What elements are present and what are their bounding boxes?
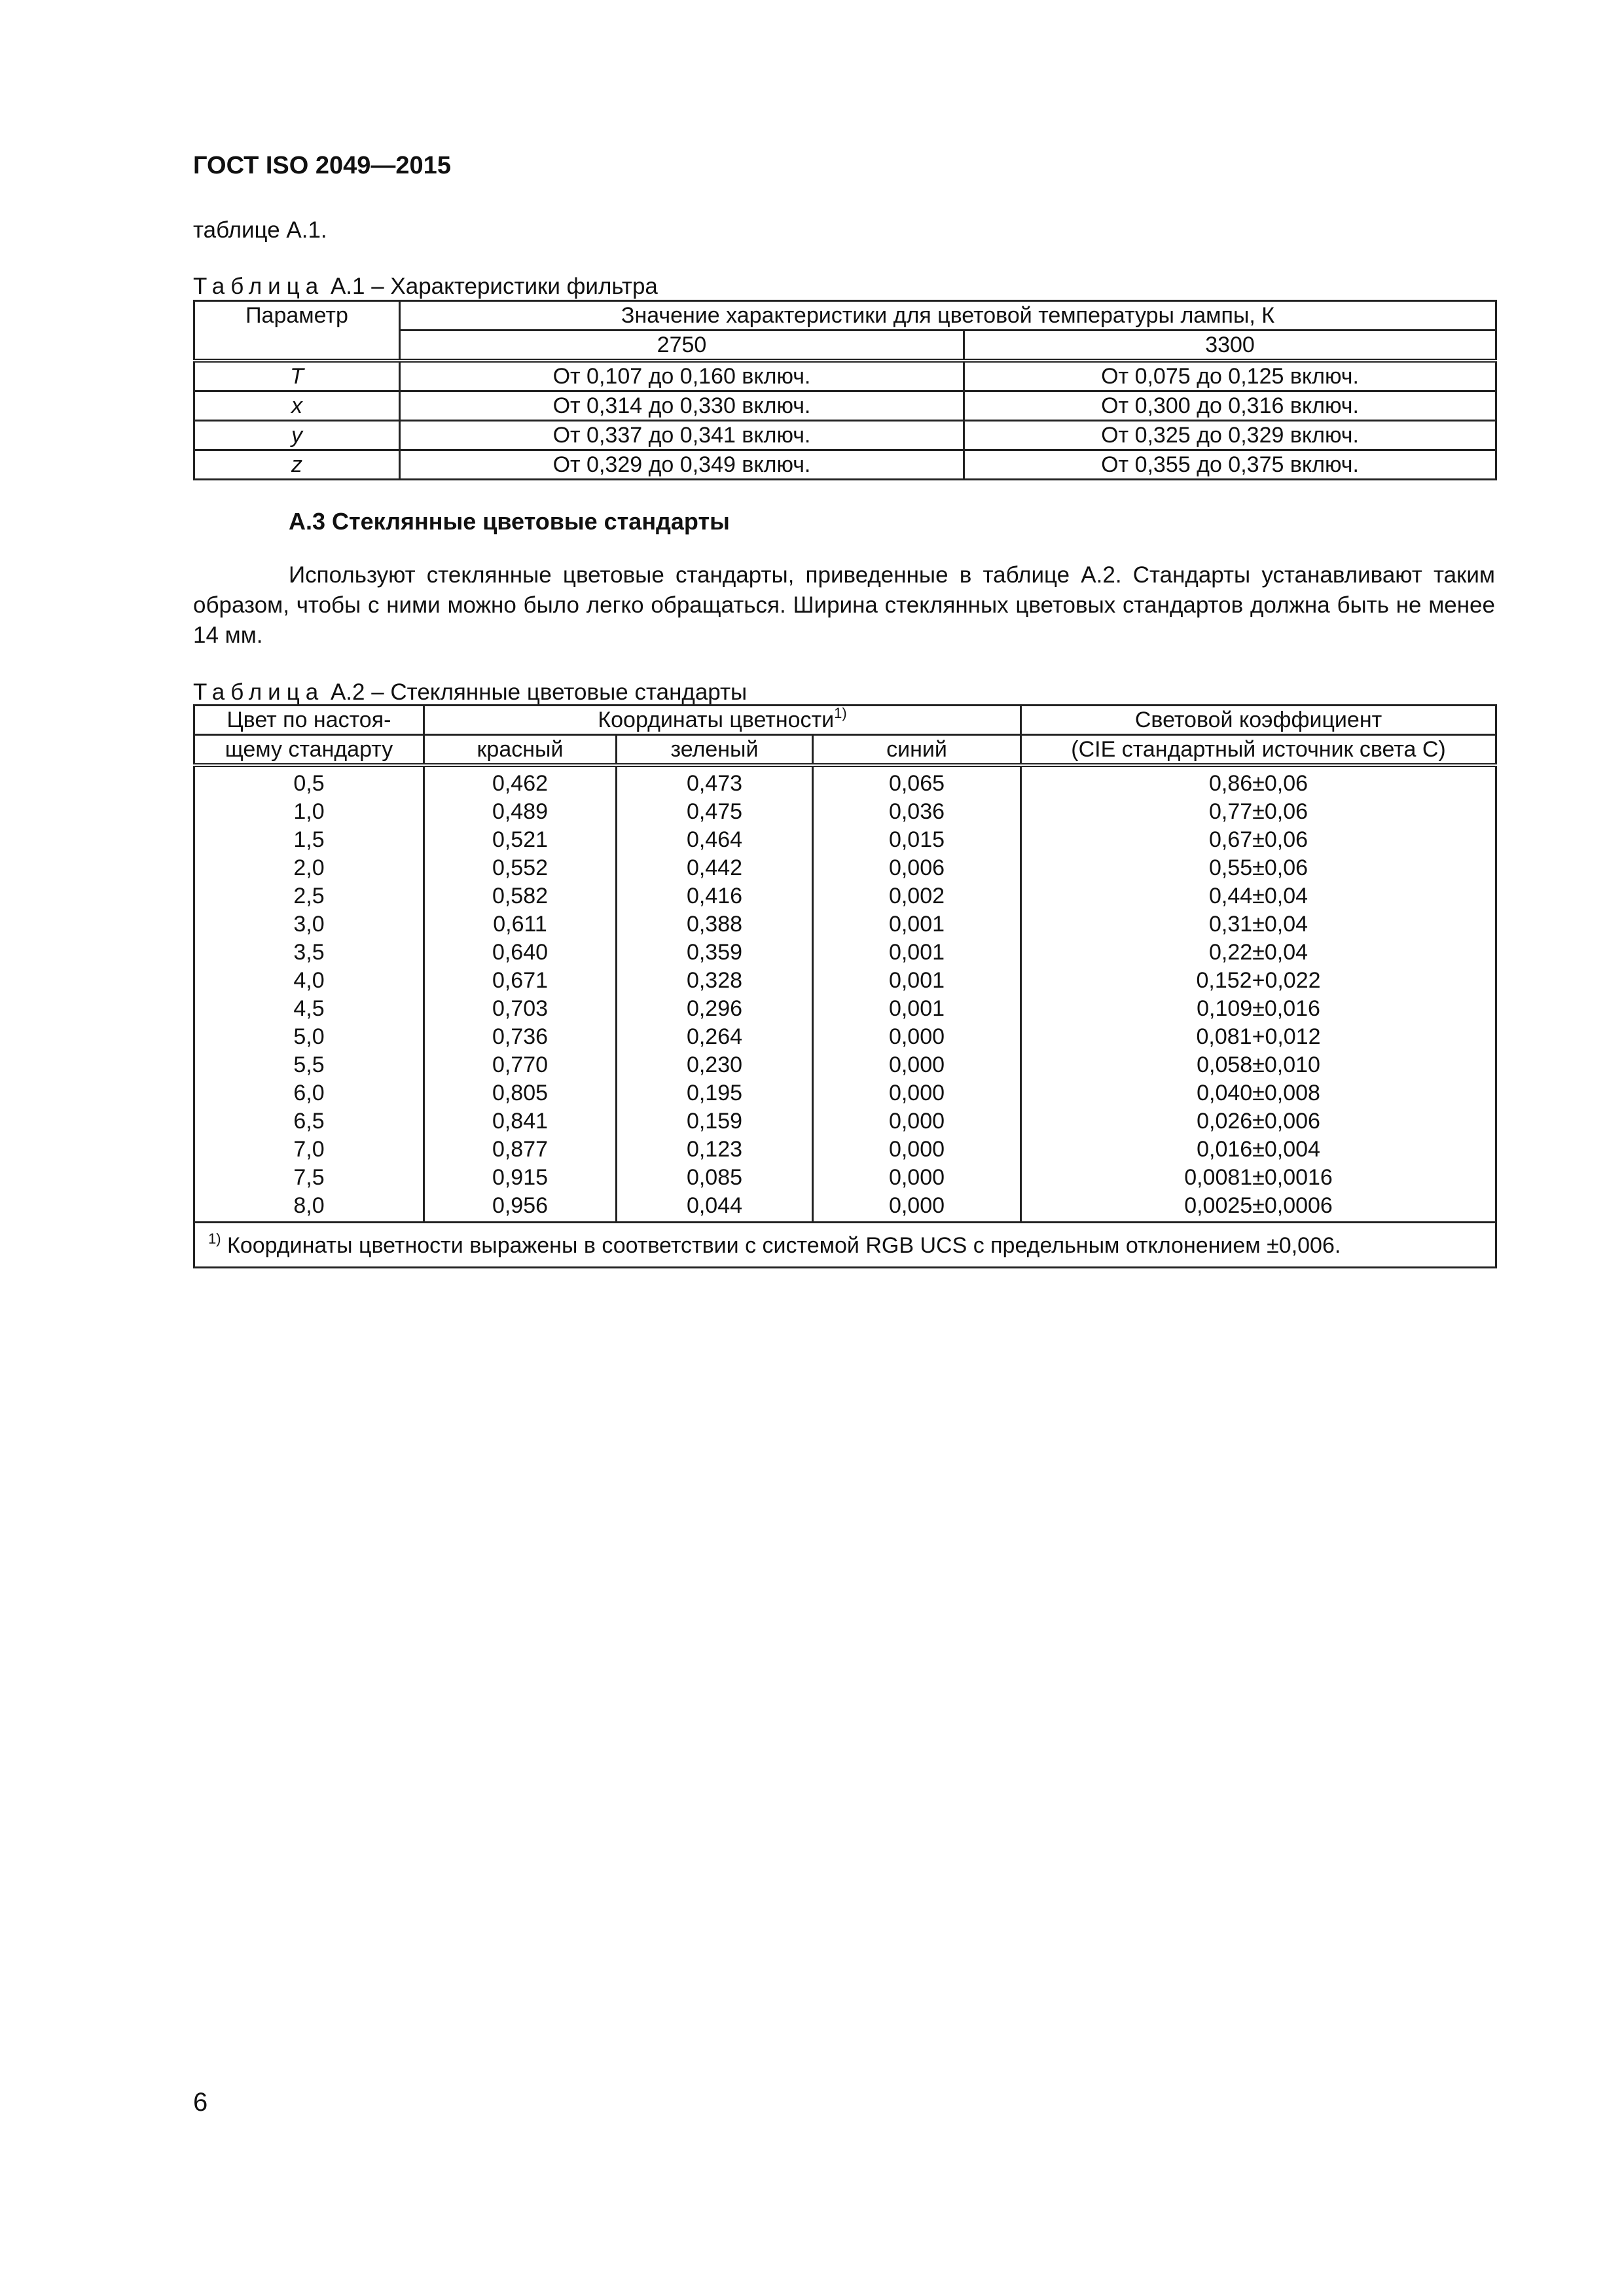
table-row [194, 1079, 1496, 1107]
value-3300-cell: От 0,075 до 0,125 включ. [964, 361, 1496, 391]
table-row [194, 1107, 1496, 1136]
color-cell: 4,0 [194, 967, 424, 995]
table1-caption [193, 274, 658, 300]
green-cell: 0,085 [617, 1164, 813, 1192]
lum-cell: 0,109±0,016 [1021, 995, 1496, 1023]
table-row [194, 910, 1496, 939]
red-cell: 0,640 [424, 939, 617, 967]
green-cell: 0,388 [617, 910, 813, 939]
green-cell: 0,195 [617, 1079, 813, 1107]
footnote-mark: 1) [208, 1230, 221, 1247]
intro-text: таблице А.1. [193, 217, 327, 243]
lum-cell: 0,44±0,04 [1021, 882, 1496, 910]
color-col-header-line1: Цвет по настоя- [194, 706, 424, 735]
red-cell: 0,582 [424, 882, 617, 910]
value-2750-cell: От 0,337 до 0,341 включ. [400, 421, 964, 450]
blue-col-header: синий [813, 735, 1021, 766]
color-cell: 2,5 [194, 882, 424, 910]
green-cell: 0,123 [617, 1136, 813, 1164]
param-cell: z [194, 450, 400, 480]
lum-cell: 0,026±0,006 [1021, 1107, 1496, 1136]
param-cell: y [194, 421, 400, 450]
blue-cell: 0,036 [813, 798, 1021, 826]
blue-cell: 0,000 [813, 1079, 1021, 1107]
lum-col-header-line2: (CIE стандартный источник света C) [1021, 735, 1496, 766]
blue-cell: 0,006 [813, 854, 1021, 882]
red-cell: 0,877 [424, 1136, 617, 1164]
green-cell: 0,442 [617, 854, 813, 882]
red-cell: 0,611 [424, 910, 617, 939]
lum-cell: 0,081+0,012 [1021, 1023, 1496, 1051]
glass-color-standards-table [193, 704, 1497, 1268]
table2-caption-word: Таблица [193, 679, 325, 705]
red-cell: 0,671 [424, 967, 617, 995]
table-row [194, 939, 1496, 967]
param-cell: x [194, 391, 400, 421]
red-cell: 0,462 [424, 765, 617, 798]
color-cell: 5,0 [194, 1023, 424, 1051]
lum-cell: 0,0081±0,0016 [1021, 1164, 1496, 1192]
lum-cell: 0,0025±0,0006 [1021, 1192, 1496, 1223]
color-cell: 1,0 [194, 798, 424, 826]
lum-cell: 0,22±0,04 [1021, 939, 1496, 967]
color-cell: 7,0 [194, 1136, 424, 1164]
table-row [194, 1023, 1496, 1051]
table-row [194, 798, 1496, 826]
red-cell: 0,805 [424, 1079, 617, 1107]
value-2750-cell: От 0,314 до 0,330 включ. [400, 391, 964, 421]
footnote-text: Координаты цветности выражены в соответствии с системой RGB UCS с предельным отклонением ±0,006. [221, 1233, 1341, 1258]
green-cell: 0,475 [617, 798, 813, 826]
lum-cell: 0,040±0,008 [1021, 1079, 1496, 1107]
table1-caption-text: А.1 – Характеристики фильтра [324, 274, 658, 299]
color-cell: 3,0 [194, 910, 424, 939]
lum-cell: 0,152+0,022 [1021, 967, 1496, 995]
color-cell: 1,5 [194, 826, 424, 854]
color-cell: 5,5 [194, 1051, 424, 1079]
lum-cell: 0,67±0,06 [1021, 826, 1496, 854]
section-paragraph: Используют стеклянные цветовые стандарты, приведенные в таблице А.2. Стандарты устанавливают таким образом, чтобы с ними можно было легко обращаться. Ширина стеклянных цветовых стандартов должна быть не менее 14 мм. [193, 562, 1495, 648]
color-cell: 2,0 [194, 854, 424, 882]
table-row [194, 1192, 1496, 1223]
filter-characteristics-table [193, 300, 1497, 480]
red-cell: 0,915 [424, 1164, 617, 1192]
lum-cell: 0,55±0,06 [1021, 854, 1496, 882]
red-col-header: красный [424, 735, 617, 766]
coords-footnote-mark: 1) [834, 705, 847, 721]
value-2750-cell: От 0,329 до 0,349 включ. [400, 450, 964, 480]
section-title: А.3 Стеклянные цветовые стандарты [289, 508, 730, 535]
blue-cell: 0,000 [813, 1023, 1021, 1051]
color-col-header-line2: щему стандарту [194, 735, 424, 766]
lum-cell: 0,31±0,04 [1021, 910, 1496, 939]
value-3300-cell: От 0,325 до 0,329 включ. [964, 421, 1496, 450]
lum-cell: 0,86±0,06 [1021, 765, 1496, 798]
green-cell: 0,230 [617, 1051, 813, 1079]
table-row [194, 1051, 1496, 1079]
red-cell: 0,489 [424, 798, 617, 826]
green-cell: 0,264 [617, 1023, 813, 1051]
value-3300-cell: От 0,300 до 0,316 включ. [964, 391, 1496, 421]
color-cell: 3,5 [194, 939, 424, 967]
color-cell: 8,0 [194, 1192, 424, 1223]
blue-cell: 0,000 [813, 1051, 1021, 1079]
green-cell: 0,044 [617, 1192, 813, 1223]
table-row [194, 361, 1496, 391]
param-header: Параметр [194, 301, 400, 361]
blue-cell: 0,000 [813, 1136, 1021, 1164]
param-cell: T [194, 361, 400, 391]
table-row [194, 995, 1496, 1023]
value-2750-cell: От 0,107 до 0,160 включ. [400, 361, 964, 391]
red-cell: 0,552 [424, 854, 617, 882]
color-cell: 7,5 [194, 1164, 424, 1192]
coords-header-text: Координаты цветности [598, 708, 835, 732]
color-cell: 4,5 [194, 995, 424, 1023]
table1-caption-word: Таблица [193, 274, 325, 299]
color-cell: 6,0 [194, 1079, 424, 1107]
green-cell: 0,473 [617, 765, 813, 798]
blue-cell: 0,001 [813, 995, 1021, 1023]
table-row [194, 421, 1496, 450]
lum-cell: 0,058±0,010 [1021, 1051, 1496, 1079]
page-number: 6 [193, 2088, 208, 2117]
table2-caption-text: А.2 – Стеклянные цветовые стандарты [324, 679, 748, 705]
table2-caption [193, 679, 747, 706]
lum-cell: 0,016±0,004 [1021, 1136, 1496, 1164]
green-cell: 0,416 [617, 882, 813, 910]
red-cell: 0,956 [424, 1192, 617, 1223]
green-col-header: зеленый [617, 735, 813, 766]
table-row [194, 391, 1496, 421]
value-3300-cell: От 0,355 до 0,375 включ. [964, 450, 1496, 480]
green-cell: 0,464 [617, 826, 813, 854]
lum-cell: 0,77±0,06 [1021, 798, 1496, 826]
blue-cell: 0,000 [813, 1192, 1021, 1223]
green-cell: 0,296 [617, 995, 813, 1023]
table-row [194, 450, 1496, 480]
blue-cell: 0,001 [813, 910, 1021, 939]
green-cell: 0,159 [617, 1107, 813, 1136]
red-cell: 0,841 [424, 1107, 617, 1136]
green-cell: 0,328 [617, 967, 813, 995]
red-cell: 0,736 [424, 1023, 617, 1051]
table-row [194, 882, 1496, 910]
lum-col-header-line1: Световой коэффициент [1021, 706, 1496, 735]
blue-cell: 0,015 [813, 826, 1021, 854]
blue-cell: 0,001 [813, 939, 1021, 967]
temp-header-2750: 2750 [400, 331, 964, 361]
table-row [194, 765, 1496, 798]
blue-cell: 0,000 [813, 1107, 1021, 1136]
document-header: ГОСТ ISO 2049—2015 [193, 152, 451, 179]
temp-header-3300: 3300 [964, 331, 1496, 361]
red-cell: 0,521 [424, 826, 617, 854]
red-cell: 0,770 [424, 1051, 617, 1079]
table-row [194, 854, 1496, 882]
coords-header [424, 706, 1021, 735]
blue-cell: 0,002 [813, 882, 1021, 910]
table-row [194, 967, 1496, 995]
blue-cell: 0,001 [813, 967, 1021, 995]
table-row [194, 826, 1496, 854]
table-row [194, 1164, 1496, 1192]
blue-cell: 0,065 [813, 765, 1021, 798]
red-cell: 0,703 [424, 995, 617, 1023]
green-cell: 0,359 [617, 939, 813, 967]
table2-footnote [194, 1223, 1496, 1268]
value-header: Значение характеристики для цветовой температуры лампы, К [400, 301, 1496, 331]
color-cell: 0,5 [194, 765, 424, 798]
table-row [194, 1136, 1496, 1164]
blue-cell: 0,000 [813, 1164, 1021, 1192]
color-cell: 6,5 [194, 1107, 424, 1136]
